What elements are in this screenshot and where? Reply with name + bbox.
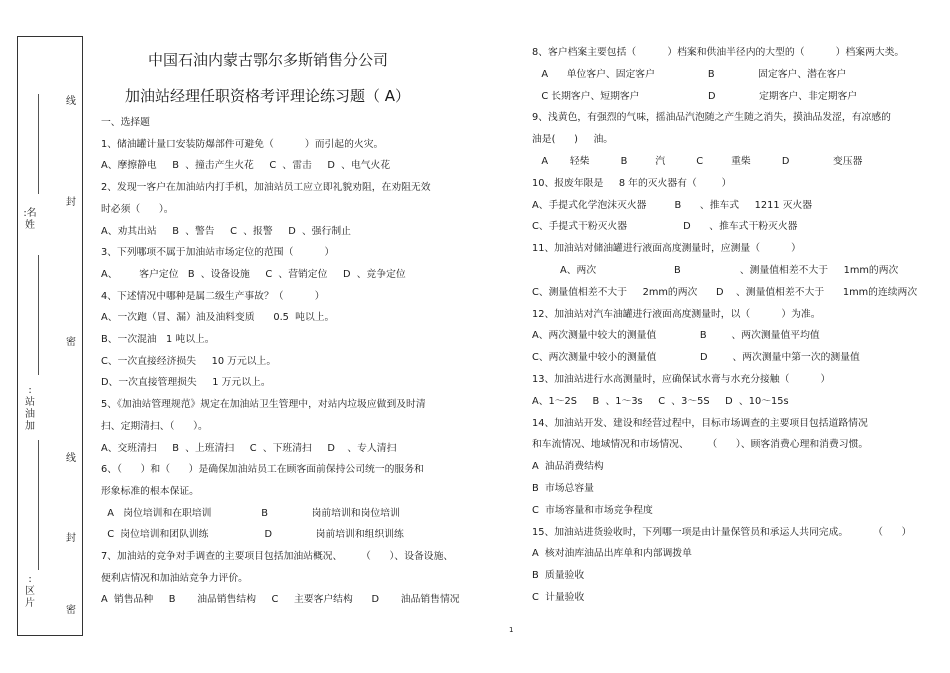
question-text-line: D、一次直接管理损失 1 万元以上。 <box>101 377 271 389</box>
question-text-line: C、两次测量中较小的测量值 D 、两次测量中第一次的测量值 <box>532 352 860 364</box>
binding-line <box>38 255 39 375</box>
area-field-label: : 区 片 <box>25 574 35 609</box>
question-text-line: C、测量值相差不大于 2mm的两次 D 、测量值相差不大于 1mm的连续两次 <box>532 286 918 298</box>
question-text-line: 9、浅黄色，有强烈的气味，摇油品汽泡随之产生随之消失，摸油品发涩，有凉感的 <box>532 112 891 124</box>
question-text-line: 10、报废年限是 8 年的灭火器有（ ） <box>532 177 732 189</box>
question-text-line: C、手提式干粉灭火器 D 、推车式干粉灭火器 <box>532 221 798 233</box>
question-text-line: A 销售品种 B 油品销售结构 C 主要客户结构 D 油品销售情况 <box>101 594 460 606</box>
question-text-line: C 市场容量和市场竞争程度 <box>532 504 653 516</box>
question-text-line: A、手提式化学泡沫灭火器 B 、推车式 1211 灭火器 <box>532 199 813 211</box>
question-text-line: C 长期客户、短期客户 D 定期客户、非定期客户 <box>532 90 858 102</box>
question-text-line: 8、客户档案主要包括（ ）档案和供油半径内的大型的（ ）档案两大类。 <box>532 47 905 58</box>
question-text-line: A 油品消费结构 <box>532 461 604 473</box>
page-number: 1 <box>509 626 514 634</box>
question-text-line: A 单位客户、固定客户 B 固定客户、潜在客户 <box>532 68 847 80</box>
question-text-line: B、一次混油 1 吨以上。 <box>101 334 215 345</box>
seal-char: 密 <box>66 605 76 616</box>
seal-char: 封 <box>66 197 76 208</box>
binding-line <box>38 94 39 194</box>
question-text-line: 便利店情况和加油站竞争力评价。 <box>101 572 248 584</box>
question-text-line: 1、储油罐计量口安装防爆部件可避免（ ）而引起的火灾。 <box>101 138 384 150</box>
question-text-line: A 轻柴 B 汽 C 重柴 D 变压器 <box>532 156 863 167</box>
question-text-line: A 岗位培训和在职培训 B 岗前培训和岗位培训 <box>101 507 400 519</box>
seal-char: 密 <box>66 337 76 348</box>
question-text-line: 15、加油站进货验收时，下列哪一项是由计量保管员和承运人共同完成。 （ ） <box>532 526 912 538</box>
question-text-line: 12、加油站对汽车油罐进行液面高度测量时，以（ ）为准。 <box>532 308 821 320</box>
question-text-line: A 核对油库油品出库单和内部调拨单 <box>532 548 692 560</box>
question-text-line: A、1～2S B 、1～3s C 、3～5S D 、10～15s <box>532 395 789 407</box>
question-text-line: 扫、定期清扫、（ ）。 <box>101 420 208 432</box>
binding-line <box>38 440 39 570</box>
question-text-line: C 计量验收 <box>532 592 585 603</box>
name-field-label: :名 姓 <box>23 208 37 231</box>
question-text-line: 油是( ) 油。 <box>532 134 614 146</box>
question-text-line: B 市场总容量 <box>532 483 594 494</box>
station-field-label: : 站 油 加 <box>25 385 35 432</box>
question-text-line: 4、下述情况中哪种是属二级生产事故？（ ） <box>101 290 325 302</box>
question-text-line: A、两次测量中较大的测量值 B 、两次测量值平均值 <box>532 330 820 342</box>
question-text-line: C 岗位培训和团队训练 D 岗前培训和组织训练 <box>101 529 404 541</box>
question-text-line: 一、选择题 <box>101 117 150 128</box>
question-text-line: A、 客户定位 B 、设备设施 C 、营销定位 D 、竞争定位 <box>101 268 406 280</box>
question-text-line: A、劝其出站 B 、警告 C 、报警 D 、强行制止 <box>101 225 351 237</box>
seal-char: 封 <box>66 533 76 544</box>
question-text-line: 11、加油站对储油罐进行液面高度测量时，应测量（ ） <box>532 243 801 255</box>
document-subtitle: 加油站经理任职资格考评理论练习题（ A） <box>125 87 411 105</box>
seal-char: 线 <box>66 96 76 107</box>
question-text-line: A、一次跑（冒、漏）油及油料变质 0.5 吨以上。 <box>101 312 335 324</box>
question-text-line: C、一次直接经济损失 10 万元以上。 <box>101 355 277 367</box>
question-text-line: 6、（ ）和（ ）是确保加油站员工在顾客面前保持公司统一的服务和 <box>101 464 424 476</box>
question-text-line: 5、《加油站管理规范》规定在加油站卫生管理中，对站内垃圾应做到及时清 <box>101 399 426 411</box>
seal-char: 线 <box>66 453 76 464</box>
question-text-line: 14、加油站开发、建设和经营过程中，目标市场调查的主要项目包括道路情况 <box>532 417 868 429</box>
document-title: 中国石油内蒙古鄂尔多斯销售分公司 <box>148 51 389 69</box>
question-text-line: 13、加油站进行水高测量时，应确保试水膏与水充分接触（ ） <box>532 374 831 385</box>
question-text-line: 形象标准的根本保证。 <box>101 485 199 497</box>
question-text-line: 和车流情况、地域情况和市场情况、 （ ）、顾客消费心理和消费习惯。 <box>532 439 869 451</box>
question-text-line: 7、加油站的竞争对手调查的主要项目包括加油站概况、 （ ）、设备设施、 <box>101 551 454 562</box>
question-text-line: A、摩擦静电 B 、撞击产生火花 C 、雷击 D 、电气火花 <box>101 160 391 172</box>
question-text-line: 时必须（ ）。 <box>101 203 174 215</box>
question-text-line: 2、发现一客户在加油站内打手机，加油站员工应立即礼貌劝阻，在劝阻无效 <box>101 182 431 194</box>
question-text-line: A、交班清扫 B 、上班清扫 C 、下班清扫 D 、专人清扫 <box>101 442 397 454</box>
question-text-line: 3、下列哪项不属于加油站市场定位的范围（ ） <box>101 247 335 259</box>
question-text-line: B 质量验收 <box>532 570 585 582</box>
question-text-line: A、两次 B 、测量值相差不大于 1mm的两次 <box>532 265 899 276</box>
